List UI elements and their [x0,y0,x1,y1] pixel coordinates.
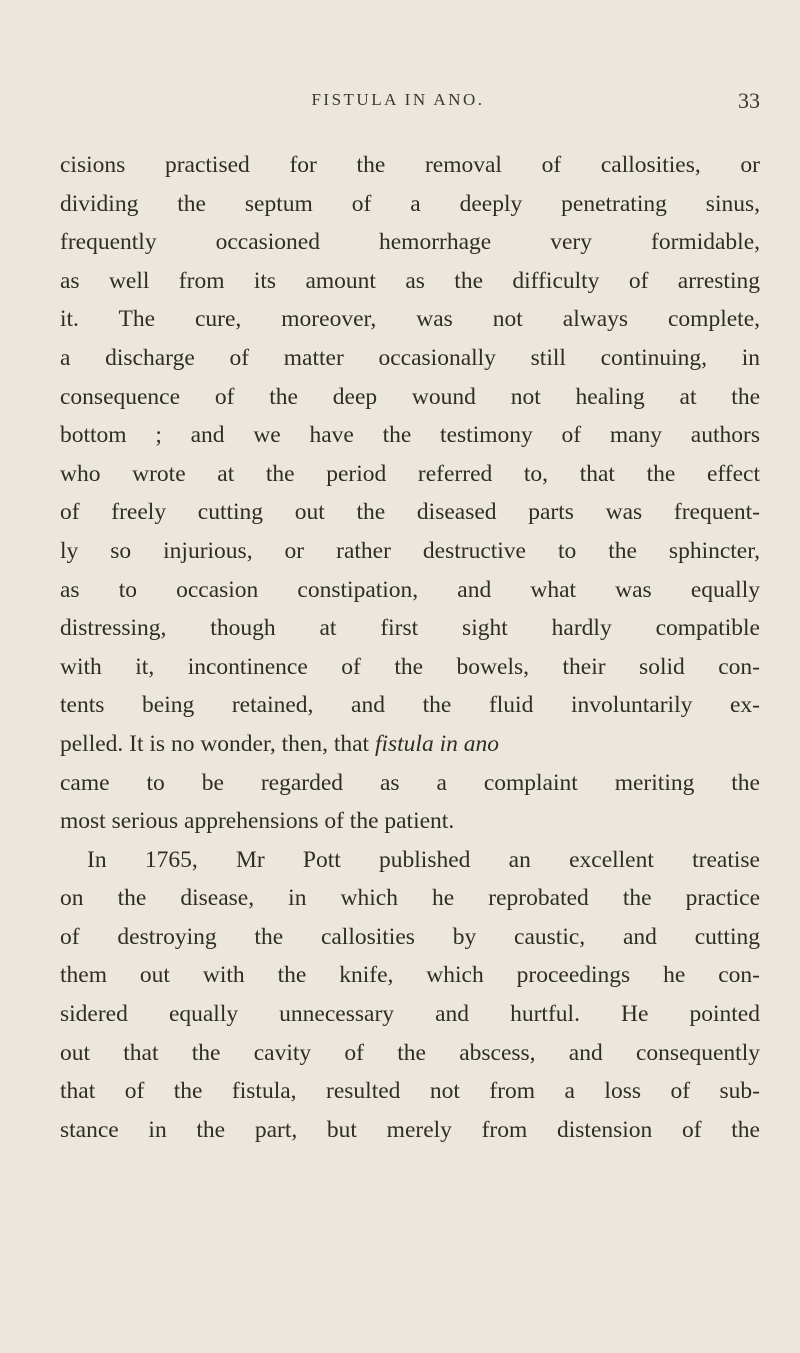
text-line: frequently occasioned hemorrhage very formidable, [60,229,760,256]
text-line: stance in the part, but merely from distension of the [60,1116,760,1143]
text-line: of freely cutting out the diseased parts was frequent- [60,499,760,526]
text-line: came to be regarded as a complaint meriting the [60,769,760,796]
text-segment: pelled. It is no wonder, then, that [60,730,375,757]
text-line: dividing the septum of a deeply penetrating sinus, [60,190,760,217]
text-line: cisions practised for the removal of callosities, or [60,152,760,178]
text-line: of destroying the callosities by caustic, and cutting [60,923,760,950]
paragraph-end-line: most serious apprehensions of the patient. [60,808,455,835]
italic-term: fistula in ano [374,730,499,757]
text-line: bottom ; and we have the testimony of many authors [60,422,760,449]
text-line: as well from its amount as the difficulty of arresting [60,267,760,294]
text-line: a discharge of matter occasionally still continuing, in [60,344,760,371]
text-line: tents being retained, and the fluid involuntarily ex- [60,692,760,719]
text-line: consequence of the deep wound not healing at the [60,383,760,410]
running-title: FISTULA IN ANO. [311,90,485,109]
running-head [0,88,800,118]
paragraph-start-line: In 1765, Mr Pott published an excellent treatise [87,846,760,873]
text-line: distressing, though at first sight hardly compatible [60,615,760,642]
text-line: it. The cure, moreover, was not always complete, [60,306,760,333]
text-line-with-italic [60,725,760,764]
text-line: out that the cavity of the abscess, and consequently [60,1039,760,1066]
text-line: who wrote at the period referred to, that the effect [60,460,760,487]
text-line: on the disease, in which he reprobated the practice [60,885,760,912]
page-number: 33 [738,88,760,113]
text-line: with it, incontinence of the bowels, their solid con- [60,653,760,680]
text-line: that of the fistula, resulted not from a loss of sub- [60,1078,760,1105]
text-line: as to occasion constipation, and what was equally [60,576,760,603]
text-line: them out with the knife, which proceedings he con- [60,962,760,989]
text-line: ly so injurious, or rather destructive to the sphincter, [60,537,760,564]
body-text [60,146,760,1149]
text-line: sidered equally unnecessary and hurtful. He pointed [60,1001,760,1028]
